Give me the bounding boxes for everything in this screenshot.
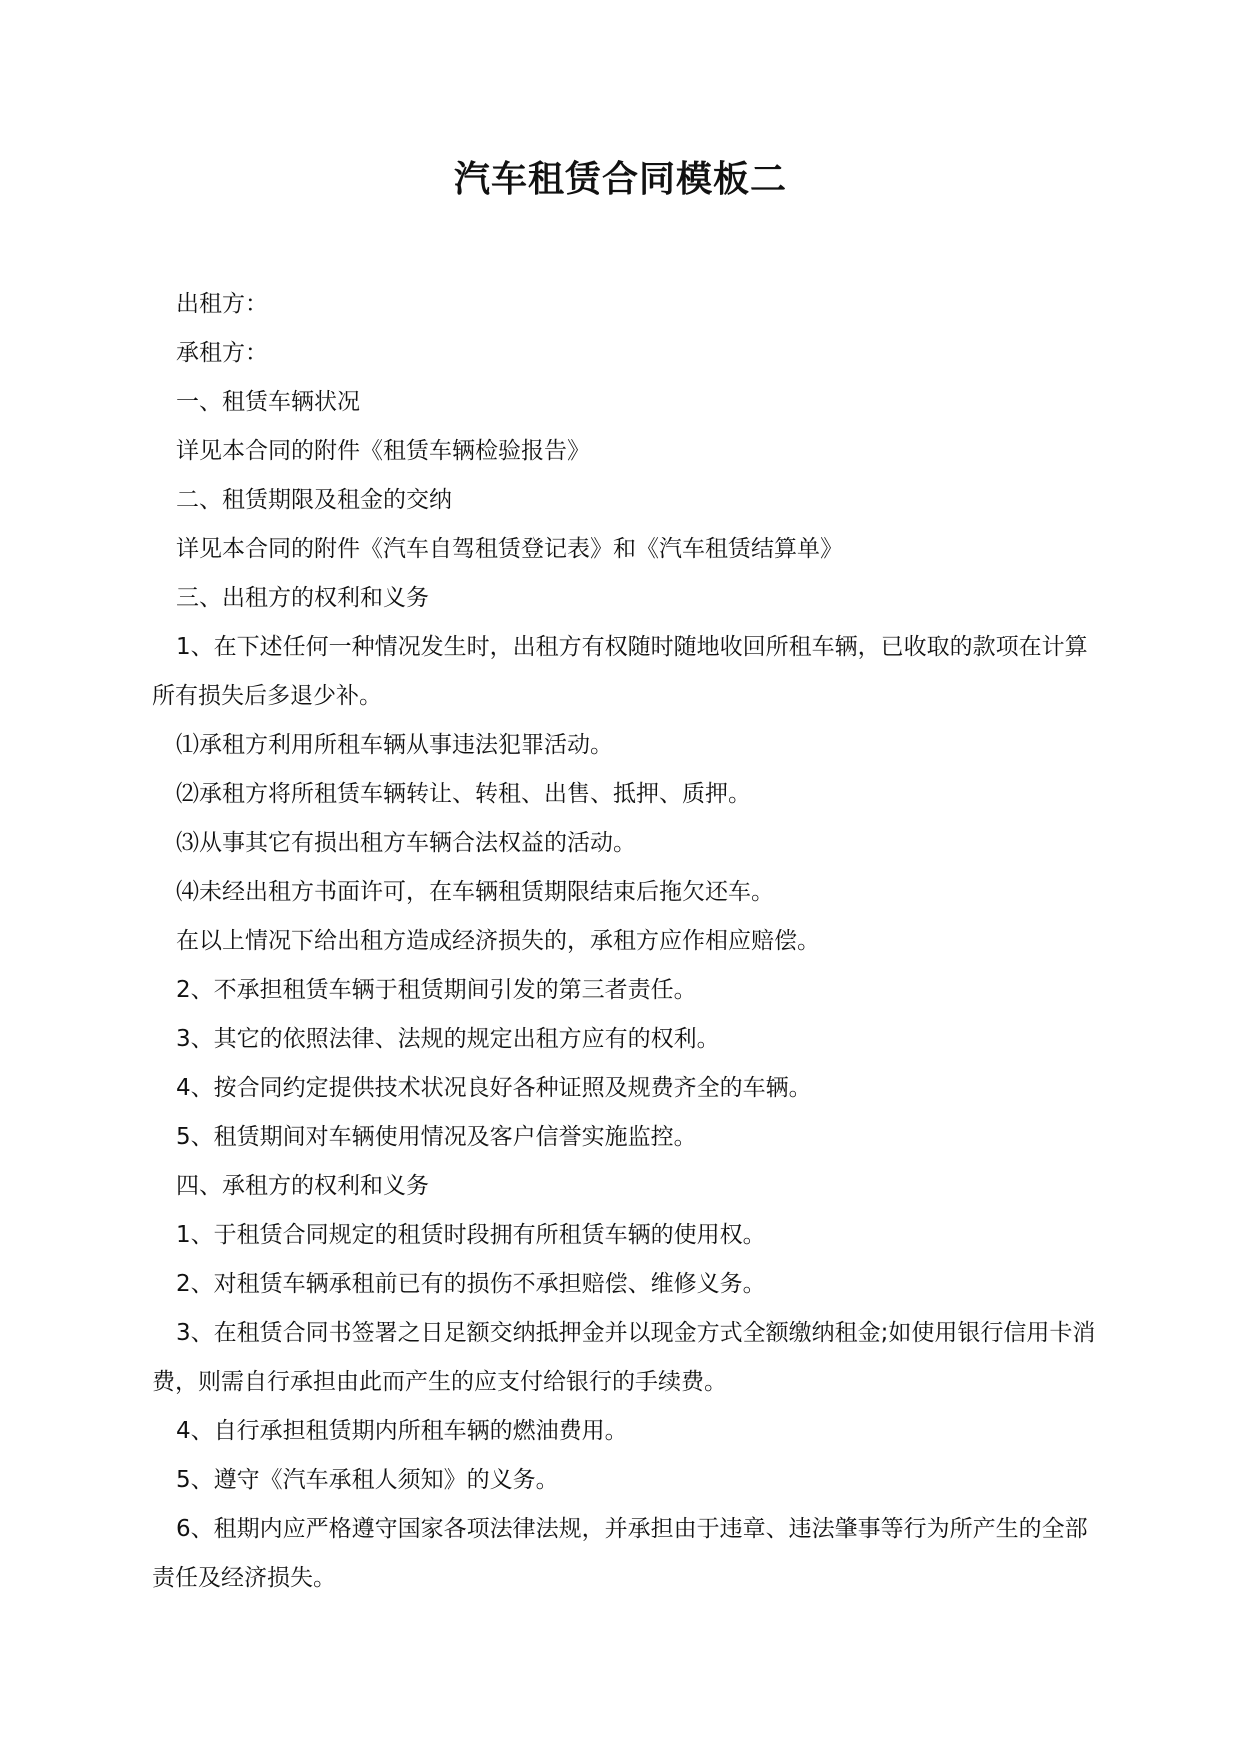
document-title: 汽车租赁合同模板二 (453, 159, 787, 200)
paragraph: ⑴承租方利用所租车辆从事违法犯罪活动。 (176, 732, 613, 758)
paragraph: 3、其它的依照法律、法规的规定出租方应有的权利。 (176, 1026, 720, 1052)
section-heading-3: 三、出租方的权利和义务 (176, 585, 429, 611)
paragraph: 2、不承担租赁车辆于租赁期间引发的第三者责任。 (176, 977, 697, 1003)
paragraph-lessee: 承租方： (176, 340, 268, 366)
paragraph: ⑶从事其它有损出租方车辆合法权益的活动。 (176, 830, 636, 856)
section-heading-4: 四、承租方的权利和义务 (176, 1173, 429, 1199)
document-body (152, 280, 1097, 1603)
paragraph: 2、对租赁车辆承租前已有的损伤不承担赔偿、维修义务。 (176, 1271, 766, 1297)
paragraph: ⑵承租方将所租赁车辆转让、转租、出售、抵押、质押。 (176, 781, 751, 807)
section-heading-2: 二、租赁期限及租金的交纳 (176, 487, 452, 513)
paragraph: 3、在租赁合同书签署之日足额交纳抵押金并以现金方式全额缴纳租金;如使用银行信用卡消费，则需自行承担由此而产生的应支付给银行的手续费。 (152, 1320, 1096, 1395)
paragraph: 详见本合同的附件《租赁车辆检验报告》 (176, 438, 590, 464)
paragraph: 6、租期内应严格遵守国家各项法律法规，并承担由于违章、违法肇事等行为所产生的全部责任及经济损失。 (152, 1516, 1088, 1591)
paragraph-lessor: 出租方： (176, 291, 268, 317)
paragraph: 4、自行承担租赁期内所租车辆的燃油费用。 (176, 1418, 628, 1444)
section-heading-1: 一、租赁车辆状况 (176, 389, 360, 415)
paragraph: 1、在下述任何一种情况发生时，出租方有权随时随地收回所租车辆，已收取的款项在计算所有损失后多退少补。 (152, 634, 1088, 709)
paragraph: 5、租赁期间对车辆使用情况及客户信誉实施监控。 (176, 1124, 697, 1150)
paragraph: 4、按合同约定提供技术状况良好各种证照及规费齐全的车辆。 (176, 1075, 812, 1101)
paragraph: 在以上情况下给出租方造成经济损失的，承租方应作相应赔偿。 (176, 928, 820, 954)
paragraph: ⑷未经出租方书面许可，在车辆租赁期限结束后拖欠还车。 (176, 879, 774, 905)
paragraph: 1、于租赁合同规定的租赁时段拥有所租赁车辆的使用权。 (176, 1222, 766, 1248)
paragraph: 5、遵守《汽车承租人须知》的义务。 (176, 1467, 559, 1493)
paragraph: 详见本合同的附件《汽车自驾租赁登记表》和《汽车租赁结算单》 (176, 536, 843, 562)
